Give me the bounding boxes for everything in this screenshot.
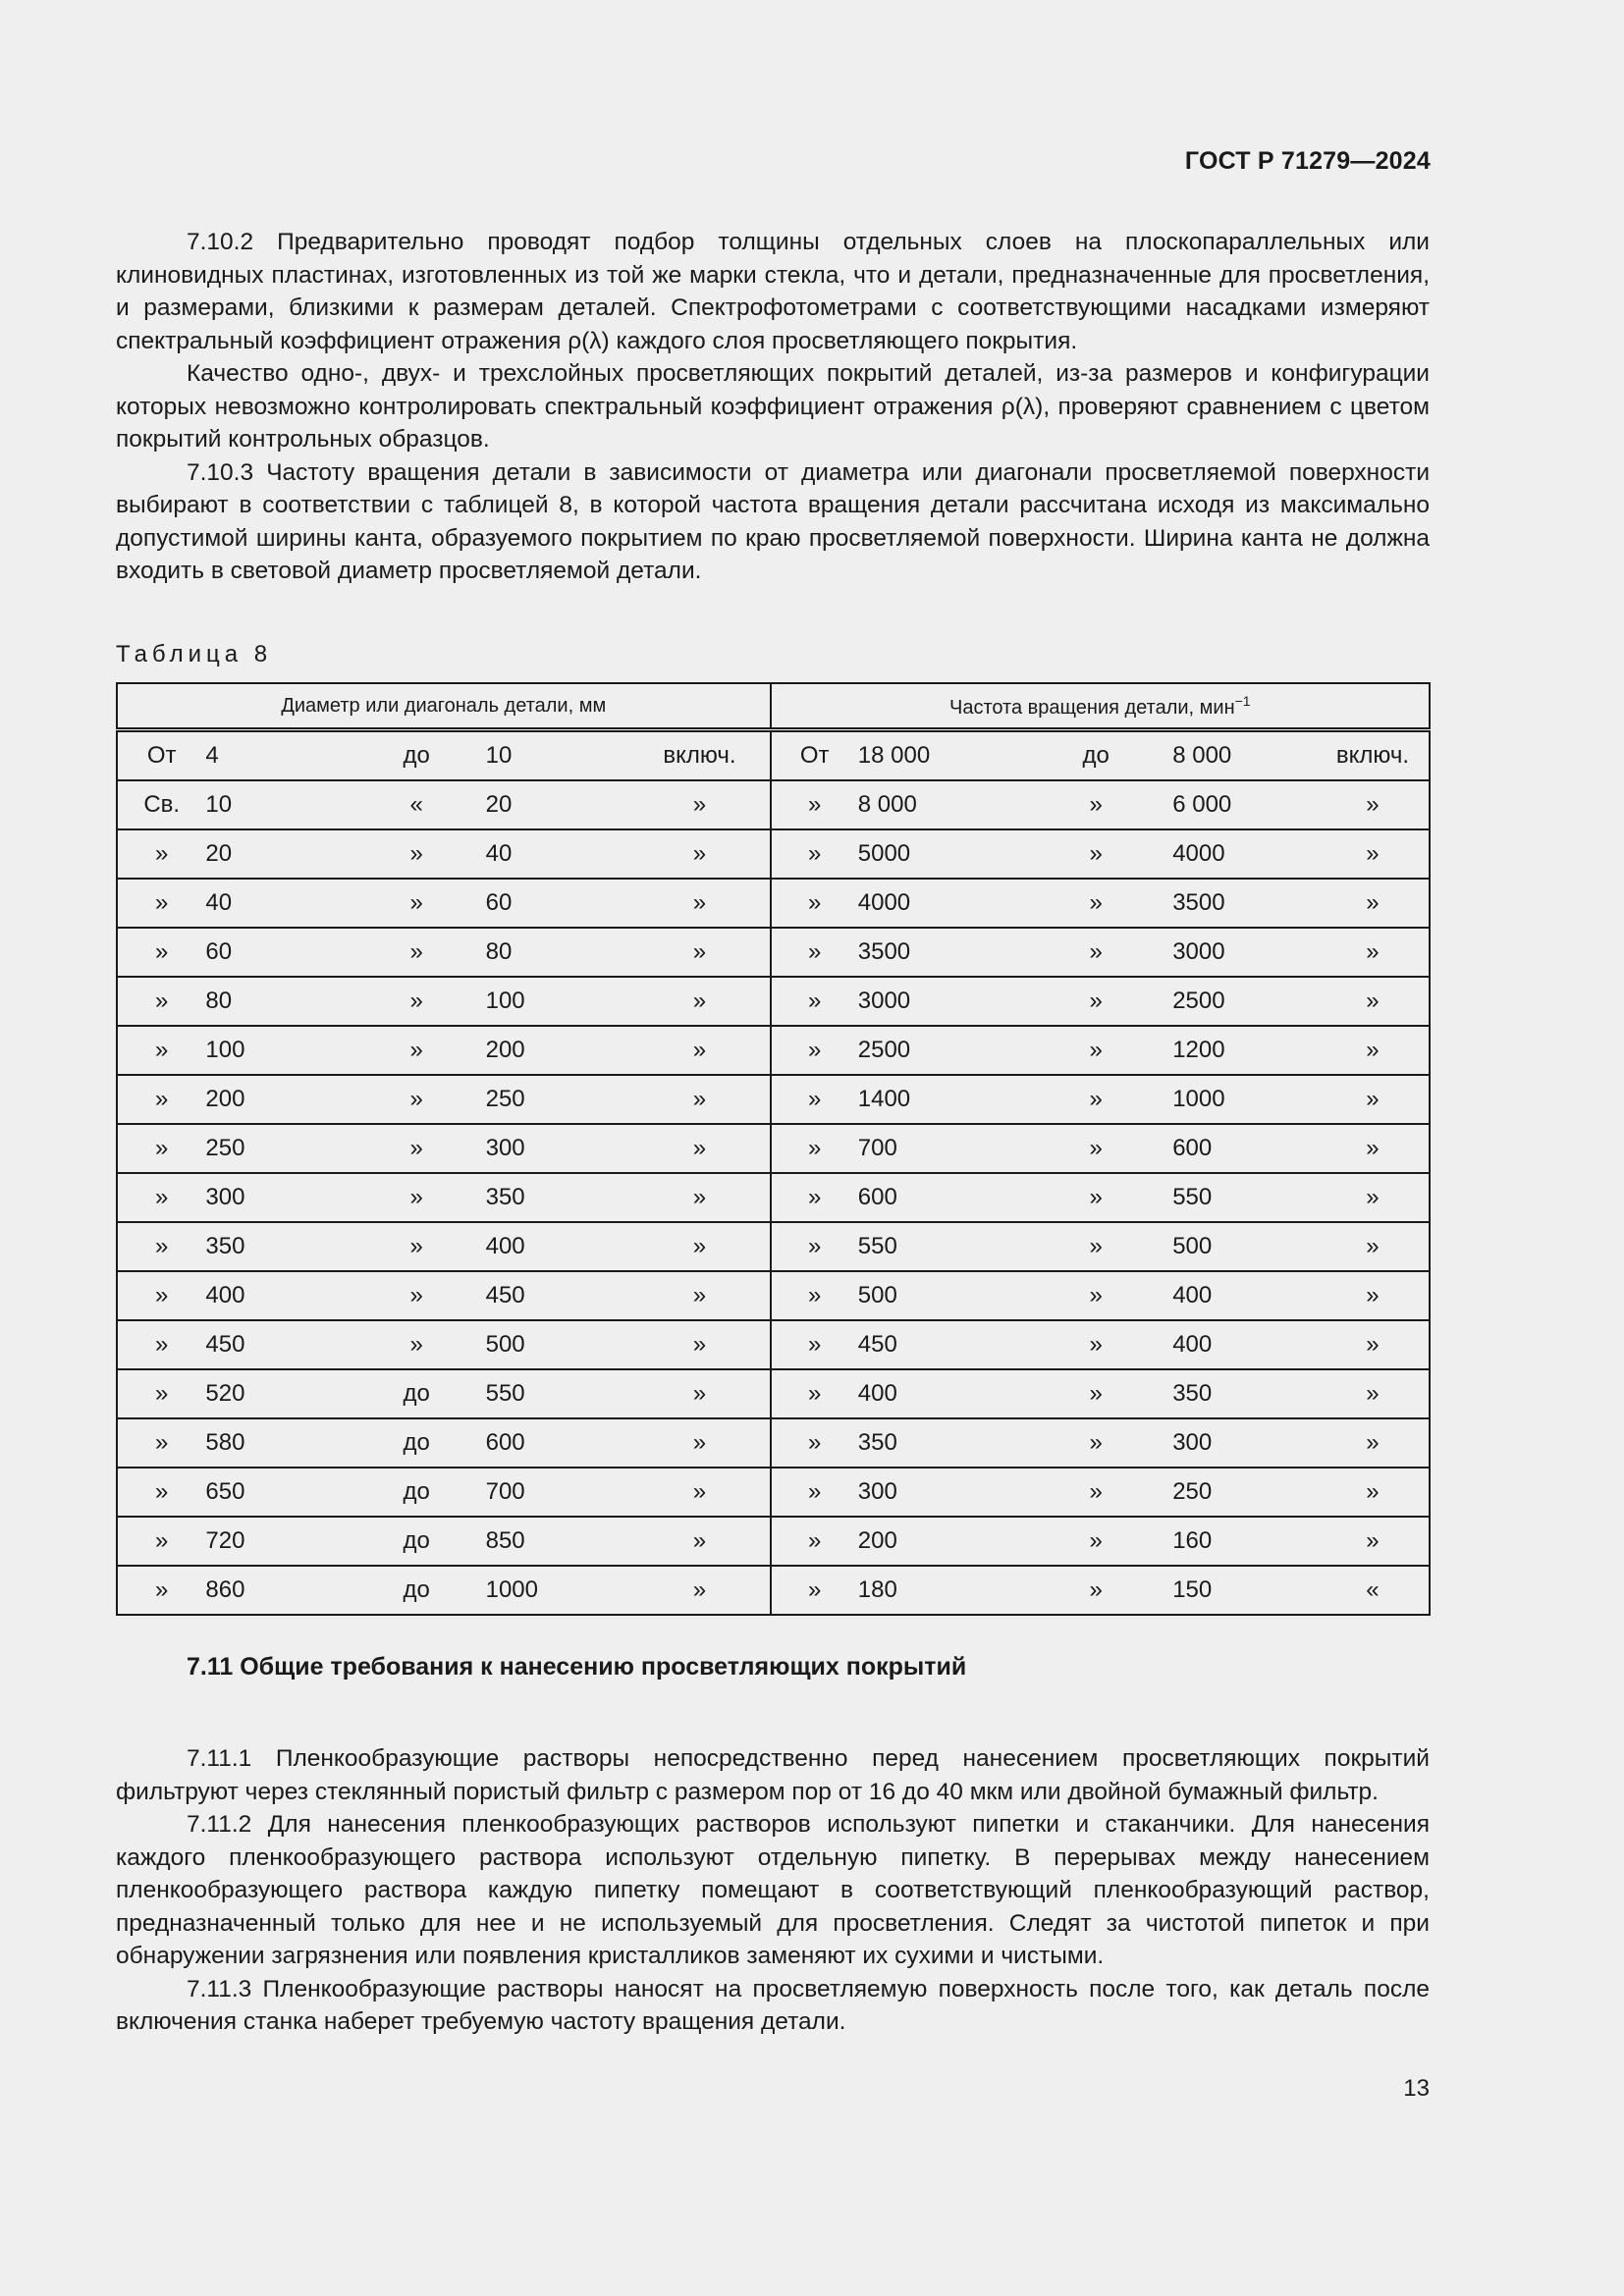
cell-prefix-from: »: [117, 1124, 205, 1173]
cell-suffix-incl: »: [629, 1369, 770, 1418]
table-row: [117, 1026, 1430, 1075]
section-title-7-11: 7.11 Общие требования к нанесению просветляющих покрытий: [187, 1653, 967, 1681]
cell-diameter-min: 20: [205, 829, 347, 879]
cell-frequency-max: 5000: [858, 829, 1019, 879]
header-frequency-label: Частота вращения детали, мин: [948, 696, 1235, 719]
cell-connector-to: »: [348, 1320, 486, 1369]
page-number: 13: [1403, 2075, 1430, 2102]
cell-diameter-min: 10: [205, 780, 347, 829]
cell-connector-to: »: [348, 977, 486, 1026]
header-frequency-exponent: −1: [1234, 692, 1251, 709]
cell-connector-to: »: [348, 1173, 486, 1222]
cell-connector-to: »: [348, 1222, 486, 1271]
cell-connector-to: »: [348, 1124, 486, 1173]
cell-suffix-incl: »: [629, 1320, 770, 1369]
cell-frequency-max: 350: [858, 1418, 1019, 1468]
cell-frequency-max: 300: [858, 1468, 1019, 1517]
cell-frequency-max: 8 000: [858, 780, 1019, 829]
cell-suffix-incl: »: [629, 1271, 770, 1320]
table-row: [117, 829, 1430, 879]
cell-diameter-max: 80: [486, 928, 630, 977]
table-row: [117, 1566, 1430, 1615]
cell-diameter-min: 450: [205, 1320, 347, 1369]
cell-frequency-max: 3000: [858, 977, 1019, 1026]
cell-prefix-from: »: [771, 1124, 858, 1173]
cell-frequency-min: 500: [1172, 1222, 1317, 1271]
cell-diameter-min: 400: [205, 1271, 347, 1320]
header-diameter-label: Диаметр или диагональ детали, мм: [281, 694, 607, 717]
cell-suffix-incl: »: [1317, 1468, 1430, 1517]
cell-diameter-min: 650: [205, 1468, 347, 1517]
cell-connector-to: »: [1019, 1468, 1172, 1517]
cell-prefix-from: »: [117, 1517, 205, 1566]
cell-diameter-max: 250: [486, 1075, 630, 1124]
table-row: [117, 977, 1430, 1026]
cell-connector-to: »: [1019, 829, 1172, 879]
table-row: [117, 1271, 1430, 1320]
cell-suffix-incl: »: [629, 1222, 770, 1271]
cell-diameter-min: 200: [205, 1075, 347, 1124]
cell-frequency-min: 150: [1172, 1566, 1317, 1615]
cell-diameter-max: 100: [486, 977, 630, 1026]
table-row: [117, 1517, 1430, 1566]
cell-frequency-min: 3000: [1172, 928, 1317, 977]
cell-frequency-max: 1400: [858, 1075, 1019, 1124]
cell-frequency-max: 600: [858, 1173, 1019, 1222]
cell-diameter-min: 720: [205, 1517, 347, 1566]
cell-frequency-min: 4000: [1172, 829, 1317, 879]
cell-diameter-max: 20: [486, 780, 630, 829]
cell-connector-to: »: [1019, 1271, 1172, 1320]
paragraph-7-11-3: 7.11.3 Пленкообразующие растворы наносят на просветляемую поверхность после того, как деталь после включения станка наберет требуемую частоту вращения детали.: [116, 1975, 1430, 2035]
cell-connector-to: »: [1019, 977, 1172, 1026]
cell-connector-to: »: [1019, 879, 1172, 928]
cell-prefix-from: »: [771, 1320, 858, 1369]
cell-frequency-max: 450: [858, 1320, 1019, 1369]
cell-frequency-max: 3500: [858, 928, 1019, 977]
cell-prefix-from: »: [117, 1468, 205, 1517]
cell-prefix-from: »: [771, 829, 858, 879]
cell-prefix-from: »: [771, 1173, 858, 1222]
cell-prefix-from: »: [771, 879, 858, 928]
cell-diameter-max: 850: [486, 1517, 630, 1566]
cell-connector-to: »: [1019, 1222, 1172, 1271]
table-row: [117, 1173, 1430, 1222]
cell-suffix-incl: »: [1317, 1222, 1430, 1271]
cell-connector-to: до: [348, 1468, 486, 1517]
cell-suffix-incl: »: [629, 1026, 770, 1075]
cell-suffix-incl: »: [1317, 1517, 1430, 1566]
cell-connector-to: »: [348, 928, 486, 977]
cell-diameter-min: 580: [205, 1418, 347, 1468]
cell-prefix-from: »: [771, 977, 858, 1026]
cell-diameter-min: 100: [205, 1026, 347, 1075]
cell-suffix-incl: «: [1317, 1566, 1430, 1615]
cell-frequency-max: 700: [858, 1124, 1019, 1173]
cell-suffix-incl: »: [629, 1517, 770, 1566]
cell-diameter-max: 600: [486, 1418, 630, 1468]
cell-frequency-min: 250: [1172, 1468, 1317, 1517]
table-row: [117, 1320, 1430, 1369]
paragraph-7-11-1: 7.11.1 Пленкообразующие растворы непосредственно перед нанесением просветляющих покрытий фильтруют через стеклянный пористый фильтр с размером пор от 16 до 40 мкм или двойной бумажный фильтр.: [116, 1745, 1430, 1805]
cell-suffix-incl: »: [1317, 1075, 1430, 1124]
cell-frequency-min: 1000: [1172, 1075, 1317, 1124]
cell-frequency-min: 3500: [1172, 879, 1317, 928]
cell-prefix-from: »: [771, 928, 858, 977]
cell-suffix-incl: »: [629, 780, 770, 829]
cell-suffix-incl: »: [1317, 977, 1430, 1026]
cell-prefix-from: »: [117, 1320, 205, 1369]
cell-prefix-from: »: [117, 1222, 205, 1271]
cell-frequency-min: 400: [1172, 1320, 1317, 1369]
cell-prefix-from: »: [117, 928, 205, 977]
cell-diameter-min: 860: [205, 1566, 347, 1615]
cell-suffix-incl: »: [629, 1075, 770, 1124]
cell-connector-to: »: [1019, 1026, 1172, 1075]
cell-prefix-from: »: [117, 1369, 205, 1418]
table-row: [117, 1468, 1430, 1517]
cell-frequency-min: 160: [1172, 1517, 1317, 1566]
cell-diameter-min: 520: [205, 1369, 347, 1418]
header-frequency: [771, 683, 1430, 730]
cell-prefix-from: »: [771, 780, 858, 829]
cell-prefix-from: »: [771, 1026, 858, 1075]
table-row: [117, 928, 1430, 977]
cell-prefix-from: »: [771, 1271, 858, 1320]
cell-prefix-from: »: [117, 1173, 205, 1222]
cell-diameter-max: 500: [486, 1320, 630, 1369]
cell-prefix-from: »: [117, 879, 205, 928]
cell-prefix-from: »: [117, 1566, 205, 1615]
cell-frequency-min: 8 000: [1172, 730, 1317, 781]
cell-diameter-min: 250: [205, 1124, 347, 1173]
cell-diameter-min: 4: [205, 730, 347, 781]
cell-connector-to: »: [1019, 1418, 1172, 1468]
table-row: [117, 1369, 1430, 1418]
rotation-speed-table: [116, 682, 1431, 1616]
cell-frequency-max: 2500: [858, 1026, 1019, 1075]
table-row: [117, 1075, 1430, 1124]
cell-frequency-min: 6 000: [1172, 780, 1317, 829]
cell-connector-to: »: [1019, 1173, 1172, 1222]
cell-prefix-from: От: [771, 730, 858, 781]
cell-prefix-from: »: [771, 1369, 858, 1418]
cell-frequency-min: 600: [1172, 1124, 1317, 1173]
cell-connector-to: »: [1019, 780, 1172, 829]
cell-suffix-incl: включ.: [1317, 730, 1430, 781]
cell-connector-to: до: [348, 1418, 486, 1468]
paragraph-7-10-3: 7.10.3 Частоту вращения детали в зависимости от диаметра или диагонали просветляемой поверхности выбирают в соответствии с таблицей 8, в которой частота вращения детали рассчитана исходя из максимально допустимой ширины канта, образуемого покрытием по краю просветляемой поверхности. Ширина канта не должна входить в световой диаметр просветляемой детали.: [116, 458, 1430, 584]
cell-prefix-from: »: [771, 1566, 858, 1615]
cell-suffix-incl: »: [1317, 1124, 1430, 1173]
cell-suffix-incl: »: [1317, 1369, 1430, 1418]
cell-prefix-from: »: [117, 1271, 205, 1320]
cell-diameter-max: 300: [486, 1124, 630, 1173]
cell-diameter-min: 300: [205, 1173, 347, 1222]
cell-connector-to: »: [1019, 1075, 1172, 1124]
cell-suffix-incl: »: [1317, 1026, 1430, 1075]
cell-connector-to: »: [1019, 1369, 1172, 1418]
cell-connector-to: »: [1019, 928, 1172, 977]
cell-suffix-incl: »: [629, 1418, 770, 1468]
cell-suffix-incl: »: [1317, 1418, 1430, 1468]
cell-connector-to: »: [1019, 1517, 1172, 1566]
cell-connector-to: до: [348, 1369, 486, 1418]
cell-prefix-from: »: [117, 829, 205, 879]
cell-prefix-from: Св.: [117, 780, 205, 829]
cell-prefix-from: »: [117, 1026, 205, 1075]
cell-connector-to: »: [348, 879, 486, 928]
cell-frequency-min: 300: [1172, 1418, 1317, 1468]
cell-connector-to: »: [1019, 1320, 1172, 1369]
cell-diameter-max: 200: [486, 1026, 630, 1075]
cell-diameter-max: 400: [486, 1222, 630, 1271]
cell-frequency-min: 2500: [1172, 977, 1317, 1026]
cell-diameter-max: 700: [486, 1468, 630, 1517]
cell-diameter-min: 80: [205, 977, 347, 1026]
paragraph-quality: Качество одно-, двух- и трехслойных просветляющих покрытий деталей, из-за размеров и конфигурации которых невозможно контролировать спектральный коэффициент отражения ρ(λ), проверяют сравнением с цветом покрытий контрольных образцов.: [116, 360, 1430, 453]
table-row: [117, 879, 1430, 928]
paragraph-7-10-2: 7.10.2 Предварительно проводят подбор толщины отдельных слоев на плоскопараллельных или клиновидных пластинах, изготовленных из той же марки стекла, что и детали, предназначенные для просветления, и размерами, близкими к размерам деталей. Спектрофотометрами с соответствующими насадками измеряют спектральный коэффициент отражения ρ(λ) каждого слоя просветляющего покрытия.: [116, 229, 1430, 354]
table-header-row: [117, 683, 1430, 730]
cell-connector-to: до: [348, 1566, 486, 1615]
paragraph-group-bottom: [116, 1742, 1430, 2039]
cell-suffix-incl: »: [1317, 780, 1430, 829]
cell-diameter-min: 350: [205, 1222, 347, 1271]
cell-prefix-from: »: [771, 1468, 858, 1517]
cell-prefix-from: »: [771, 1075, 858, 1124]
cell-frequency-max: 400: [858, 1369, 1019, 1418]
cell-frequency-max: 4000: [858, 879, 1019, 928]
cell-suffix-incl: »: [1317, 1173, 1430, 1222]
table-row: [117, 780, 1430, 829]
cell-diameter-min: 60: [205, 928, 347, 977]
cell-prefix-from: »: [117, 1075, 205, 1124]
cell-connector-to: »: [348, 1271, 486, 1320]
cell-diameter-max: 1000: [486, 1566, 630, 1615]
table-body: [117, 730, 1430, 1616]
paragraph-7-11-2: 7.11.2 Для нанесения пленкообразующих растворов используют пипетки и стаканчики. Для нанесения каждого пленкообразующего раствора используют отдельную пипетку. В перерывах между нанесением пленкообразующего раствора каждую пипетку помещают в соответствующий пленкообразующий раствор, предназначенный только для нее и не используемый для просветления. Следят за чистотой пипеток и при обнаружении загрязнения или появления кристалликов заменяют их сухими и чистыми.: [116, 1811, 1430, 1969]
cell-connector-to: »: [348, 1075, 486, 1124]
cell-connector-to: »: [1019, 1124, 1172, 1173]
cell-connector-to: до: [348, 730, 486, 781]
paragraph-group-top: [116, 226, 1430, 588]
cell-diameter-min: 40: [205, 879, 347, 928]
cell-frequency-min: 1200: [1172, 1026, 1317, 1075]
cell-connector-to: «: [348, 780, 486, 829]
cell-suffix-incl: »: [629, 1566, 770, 1615]
cell-prefix-from: »: [117, 1418, 205, 1468]
cell-suffix-incl: включ.: [629, 730, 770, 781]
cell-frequency-max: 200: [858, 1517, 1019, 1566]
standard-number: ГОСТ Р 71279—2024: [1184, 147, 1431, 175]
cell-suffix-incl: »: [629, 879, 770, 928]
cell-connector-to: »: [348, 1026, 486, 1075]
cell-diameter-max: 450: [486, 1271, 630, 1320]
cell-frequency-min: 550: [1172, 1173, 1317, 1222]
table-row: [117, 1124, 1430, 1173]
table-row: [117, 1418, 1430, 1468]
cell-frequency-min: 350: [1172, 1369, 1317, 1418]
cell-suffix-incl: »: [1317, 879, 1430, 928]
cell-diameter-max: 40: [486, 829, 630, 879]
table-row: [117, 730, 1430, 781]
cell-frequency-min: 400: [1172, 1271, 1317, 1320]
cell-suffix-incl: »: [1317, 1320, 1430, 1369]
cell-connector-to: до: [348, 1517, 486, 1566]
cell-diameter-max: 550: [486, 1369, 630, 1418]
cell-frequency-max: 18 000: [858, 730, 1019, 781]
cell-frequency-max: 180: [858, 1566, 1019, 1615]
cell-suffix-incl: »: [1317, 1271, 1430, 1320]
cell-frequency-max: 550: [858, 1222, 1019, 1271]
cell-suffix-incl: »: [629, 1468, 770, 1517]
cell-prefix-from: »: [771, 1418, 858, 1468]
cell-prefix-from: От: [117, 730, 205, 781]
cell-suffix-incl: »: [629, 829, 770, 879]
cell-diameter-max: 10: [486, 730, 630, 781]
table-caption: Таблица 8: [116, 641, 273, 667]
cell-suffix-incl: »: [1317, 829, 1430, 879]
cell-connector-to: »: [1019, 1566, 1172, 1615]
cell-prefix-from: »: [117, 977, 205, 1026]
cell-diameter-max: 350: [486, 1173, 630, 1222]
cell-frequency-max: 500: [858, 1271, 1019, 1320]
cell-prefix-from: »: [771, 1517, 858, 1566]
cell-suffix-incl: »: [629, 1124, 770, 1173]
cell-suffix-incl: »: [629, 928, 770, 977]
cell-prefix-from: »: [771, 1222, 858, 1271]
header-diameter: [117, 683, 771, 730]
table-row: [117, 1222, 1430, 1271]
cell-suffix-incl: »: [629, 1173, 770, 1222]
cell-connector-to: до: [1019, 730, 1172, 781]
cell-suffix-incl: »: [1317, 928, 1430, 977]
cell-suffix-incl: »: [629, 977, 770, 1026]
cell-connector-to: »: [348, 829, 486, 879]
cell-diameter-max: 60: [486, 879, 630, 928]
